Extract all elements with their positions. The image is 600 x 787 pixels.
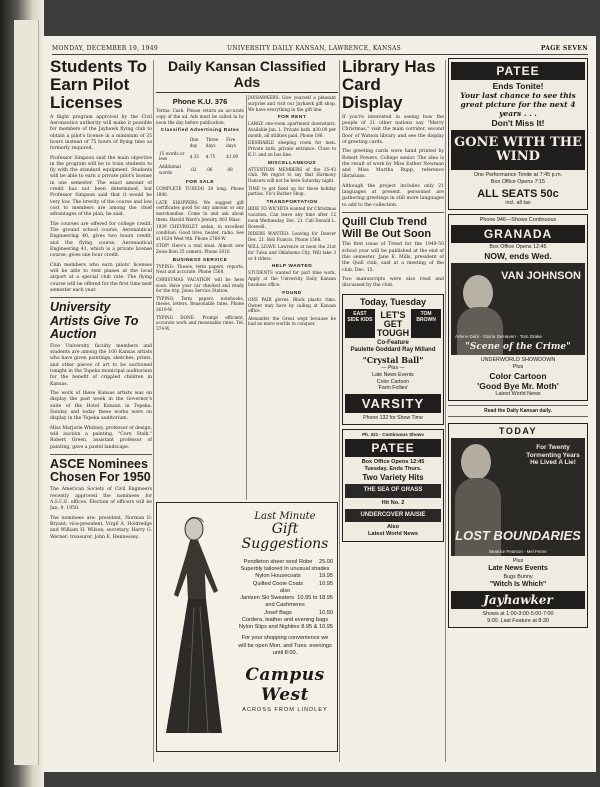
- classified-ad: ATTENTION MEMBERS of the 35-43 club. We regret to say that Harmony Dancers will not be here Saturday night.: [248, 166, 336, 184]
- column-rule: [445, 60, 446, 762]
- table-cell: $.75: [205, 153, 216, 159]
- gift-item: [237, 610, 333, 617]
- classified-terms: Terms: Cash. Please return an accurate copy of the ad. Ads must be called in by noon the day before publication.: [156, 108, 244, 125]
- story-paragraph: The American Society of Civil Engineers recently approved the nominees for A.S.C.E. offices. Election of officers will be Jan. 9, 1950.: [50, 487, 152, 512]
- classified-ad: ONE PAIR gloves. Black plastic rims. Owner may have by calling at Kansan office.: [248, 296, 336, 314]
- granada-plus: Plus: [512, 363, 524, 370]
- column-classifieds: [156, 58, 338, 764]
- jayhawker-movie-still: [451, 438, 585, 556]
- gift-item-price: 10.95: [319, 580, 333, 587]
- classified-ad: Alexander the Great wept because he had no more worlds to conquer.: [248, 315, 336, 327]
- headline-quill-club: Quill Club Trend Will Be Out Soon: [342, 216, 432, 241]
- jayhawker-news: Late News Events: [488, 565, 548, 573]
- gift-item-name: Jantzen Ski Sweaters and Cashmeres: [240, 595, 305, 609]
- headline-artists-auction: University Artists Give To Auction: [50, 300, 139, 341]
- classified-subcolumn-b: [248, 95, 336, 329]
- column-theater-ads: [448, 58, 588, 764]
- patee-hit-2: Hit No. 2: [381, 499, 405, 506]
- table-cell: .02: [189, 166, 197, 172]
- patee-also: Also: [386, 524, 400, 531]
- classified-section-heading: FOR RENT: [277, 115, 307, 121]
- table-cell: Five days: [226, 137, 236, 149]
- varsity-cofeature: Co-Feature: [377, 339, 409, 346]
- table-cell: Three days: [205, 137, 219, 149]
- table-cell: 15 words or less: [159, 150, 185, 162]
- running-head-paper: UNIVERSITY DAILY KANSAN, LAWRENCE, KANSAS: [227, 45, 402, 52]
- granada-logo: GRANADA: [451, 225, 585, 243]
- granada-movie-still: [451, 263, 585, 355]
- gift-item: [237, 595, 333, 610]
- classified-ad: LARGE one-room apartment downstairs. Available Jan. 1. Private bath. $30.00 per month, all utilities paid. Phone 186.: [248, 121, 336, 138]
- gift-item: [237, 588, 333, 595]
- rates-title: Classified Advertising Rates: [160, 128, 240, 134]
- classified-phone: Phone K.U. 376: [172, 97, 228, 106]
- gift-item-price: 19.95: [319, 573, 333, 580]
- gift-item: [237, 559, 333, 574]
- gift-item: [237, 581, 333, 588]
- classified-ad: WILL LEAVE Lawrence at noon the 21st for Tulsa and Oklahoma City. Will take 3 or 4 riders.: [248, 243, 336, 261]
- classified-ad: LATE SHOPPERS: We suggest gift certificates good for any amount or any merchandise. Come in and ask about them. Harold Ward's Jewelry, 803 Mass.: [156, 199, 244, 222]
- granada-now: NOW, ends Wed.: [484, 250, 552, 261]
- gift-item-price: 10.50: [319, 609, 333, 616]
- classified-ad: STUDENTS wanted for part time work. Apply at the University Daily Kansan business office.: [248, 270, 336, 287]
- gift-item: [237, 624, 333, 631]
- story-paragraph: Although the project includes only 21 languages at present, personnel are gathering greetings in still more languages to add to the collection.: [342, 183, 444, 208]
- jayhawker-cartoon: Bugs Bunny: [503, 573, 533, 580]
- previous-page-edge: [14, 20, 39, 765]
- story-paragraph: The greeting cards were hand printed by Robert Powers, College senior. The idea is the result of work by Miss Esther Newman and Miss Martha Rupp, reference librarians.: [342, 149, 444, 180]
- table-cell: One day: [189, 137, 199, 149]
- table-row: [158, 137, 242, 148]
- classified-ad: JAYHAWKERS: Give yourself a pleasant surprise and visit our Jayhawk gift shop. We have everything in the gift line.: [248, 95, 336, 112]
- varsity-logo: VARSITY: [345, 394, 441, 413]
- granada-cartoon: Color Cartoon: [489, 370, 547, 381]
- classified-ad: TYPING DONE: Prompt efficient, accurate work and reasonable rates. Tel. 374-W.: [156, 314, 244, 332]
- granada-cast: Arlene Dahl · Gloria DeHaven · Tom Drake: [455, 333, 542, 339]
- granada-box-office: Box Office Opens 12:45: [489, 243, 547, 250]
- classified-ad: RIDERS WANTED: Leaving for Denver Dec. 21. Bob Francis. Phone 1568.: [248, 230, 336, 242]
- store-location: ACROSS FROM LINDLEY: [242, 707, 328, 714]
- jayhawker-showtimes: Shows at 1:00-3:00-5:00-7:00: [482, 611, 554, 618]
- jayhawker-plus: Plus: [512, 558, 524, 565]
- running-head: [52, 44, 588, 55]
- seat-price: ALL SEATS 50c: [477, 187, 559, 200]
- actor-portrait: [463, 275, 493, 311]
- running-head-page: PAGE SEVEN: [540, 45, 588, 52]
- book-binding: [0, 0, 44, 787]
- campus-west-gift-ad: [156, 502, 338, 752]
- gift-item-name: Quilted Cooie Coats: [252, 580, 304, 587]
- jayhawker-tagline: For Twenty Tormenting Years He Lived A Lie!: [526, 444, 580, 466]
- newspaper-page: [44, 36, 596, 772]
- actor-portrait: [461, 444, 491, 480]
- jayhawker-logo: Jayhawker: [451, 591, 585, 609]
- table-cell: .06: [205, 166, 213, 172]
- column-news-right: [342, 58, 444, 764]
- table-cell: $.35: [189, 153, 200, 159]
- patee-days: Tuesday, Ends Thurs.: [364, 466, 422, 473]
- varsity-stars: Paulette Goddard Ray Milland: [350, 347, 436, 354]
- story-paragraph: Club members who earn pilots' licenses will be able to rent planes at the local airport at a special club rate. The flying course will be offered for the first time next semester each year.: [50, 262, 152, 294]
- story-paragraph: A flight program approved by the Civil Aeronautics authority will make it possible for members of the Jayhawk flying club to obtain a pilot's license in a minimum of 35 hours instead of 75 hours of flying time as formerly required.: [50, 114, 152, 152]
- gift-item-name: Pendleton sheer wool Robe Superbly tailored In unusual shades: [240, 558, 330, 573]
- classified-section-heading: HELP WANTED: [271, 264, 313, 270]
- varsity-extra: Color Cartoon: [376, 378, 410, 385]
- headline-library-cards: Library Has Card Display: [342, 58, 436, 112]
- store-logo: Campus West: [245, 665, 325, 706]
- table-cell: [158, 137, 187, 148]
- jayhawker-cartoon-title: "Witch Is Which": [489, 580, 547, 588]
- divider: [50, 454, 152, 455]
- patee-box-office: Box Office Opens 12:45: [361, 458, 425, 465]
- varsity-extra: Late News Events: [372, 371, 414, 378]
- gift-item-name: also: [279, 587, 291, 594]
- table-cell: Additional words: [159, 164, 181, 175]
- gift-hours: For your shopping convenience we will be open Mon. and Tues. evenings until 8:00.: [238, 635, 332, 656]
- headline-asce-nominees: ASCE Nominees Chosen For 1950: [50, 457, 151, 485]
- varsity-feature-title: LET'S GET TOUGH: [376, 309, 410, 338]
- granada-star: VAN JOHNSON: [501, 269, 581, 282]
- classified-ad: TYPING: Theses, term papers, reports. Neat and accurate. Phone 1568.: [156, 263, 244, 275]
- ends-tonite: Ends Tonite!: [492, 81, 544, 91]
- divider: [50, 297, 152, 298]
- granada-film-title: "Scene of the Crime": [465, 341, 571, 352]
- classified-ad: 1939 CHEVROLET sedan, in excellent condition. Good tires, heater, radio. See at 1624 West 9th. Phone 2766-W.: [156, 224, 244, 241]
- gift-item-name: Cordera, leather and evening bags: [241, 616, 329, 623]
- gift-copy: [237, 511, 333, 713]
- gift-item-list: [237, 559, 333, 632]
- classified-grid: [156, 95, 338, 500]
- patee-news: Latest World News: [368, 531, 418, 538]
- classified-ad: TIME to get fixed up for those holiday parties. Vic's Barber Shop.: [248, 185, 336, 197]
- patee-logo: PATEE: [345, 439, 441, 457]
- classified-section-heading: BUSINESS SERVICE: [172, 257, 228, 263]
- box-office-time: Box Office Opens 7:15: [490, 178, 546, 185]
- varsity-extra: 'Farm Follies': [377, 385, 409, 392]
- jayhawker-film-title: LOST BOUNDARIES: [455, 528, 581, 544]
- jayhawker-cast: Beatrice Pearson · Mel Ferrer: [489, 549, 547, 555]
- classified-section-heading: TRANSPORTATION: [266, 200, 318, 206]
- performance-time: One Performance Tonite at 7:45 p.m.: [473, 171, 563, 178]
- classified-ad: COMPLETE TUXEDO 38 long. Phone 1880.: [156, 186, 244, 198]
- last-chance-pitch: Your last chance to see this great picture for the next 4 years . . .: [460, 91, 576, 119]
- patee-film-1: THE SEA OF GRASS: [345, 484, 441, 497]
- table-row: [158, 151, 242, 162]
- gift-item: [237, 573, 333, 580]
- gift-item-price: 10.95 to 18.95: [297, 595, 333, 602]
- dont-miss: Don't Miss It!: [491, 118, 545, 129]
- table-cell: .08: [226, 166, 233, 172]
- classified-ad: CHRISTMAS VACATION will be here soon. Have your car checked and ready for the trip. Jones Service Station.: [156, 276, 244, 294]
- patee-gwtw-ad: [448, 58, 588, 210]
- varsity-box-left: EAST SIDE KIDS: [345, 309, 375, 338]
- story-paragraph: The courses are offered for college credit. The ground school course, Aeronautical Engineering 40, gives two hours credit, and the flying course, Aeronautical Engineering 41, which is a private license course, gives one hour credit.: [50, 221, 152, 259]
- gwtw-title: GONE WITH THE WIND: [451, 130, 585, 169]
- running-head-date: MONDAY, DECEMBER 19, 1949: [52, 45, 158, 52]
- gift-item-name: Josef Bags: [264, 609, 292, 616]
- varsity-feature-row: [345, 309, 441, 338]
- varsity-plus: — Plus —: [381, 365, 405, 372]
- granada-ad: [448, 214, 588, 402]
- patee-theater-ad: [342, 429, 444, 542]
- granada-news: Latest World News: [495, 391, 541, 398]
- granada-shows: Phone 946—Shows Continuous: [479, 216, 557, 223]
- gift-headline: Gift Suggestions: [241, 521, 329, 553]
- classified-section-heading: FOUND: [282, 290, 302, 296]
- classified-subcolumn-a: [156, 95, 244, 333]
- table-cell: $1.00: [226, 153, 239, 159]
- classified-title: Daily Kansan Classified Ads: [156, 58, 338, 93]
- gift-item-name: Nylon Housecoats: [255, 573, 301, 580]
- rates-table: [156, 135, 244, 177]
- classified-ad: TYPING: Term papers, notebooks, theses, letters. Reasonable rates. Phone 2619-W.: [156, 295, 244, 313]
- classified-ad: RIDE TO WICHITA wanted for Christmas vacation. Can leave any time after 12 noon Wednesday, Dec. 21. Call Donald L. Boswell.: [248, 206, 336, 229]
- table-row: [158, 164, 242, 175]
- gift-item-price: 25.00: [319, 558, 333, 565]
- classified-section-heading: FOR SALE: [185, 180, 215, 186]
- gift-headline-top: Last Minute: [254, 511, 316, 522]
- column-rule: [339, 60, 340, 762]
- granada-tag: UNDERWORLD SHOWDOWN: [480, 356, 556, 363]
- story-paragraph: Two manuscripts were also read and discussed by the club.: [342, 276, 444, 289]
- column-news-left: [50, 58, 152, 764]
- column-rule: [153, 60, 154, 762]
- jayhawker-today: TODAY: [498, 426, 537, 437]
- fashion-illustration: [160, 507, 234, 745]
- patee-film-2: UNDERCOVER MAISIE: [345, 509, 441, 522]
- patee-hits: Two Variety Hits: [362, 473, 424, 483]
- classified-ad: STOP! Here's a real steal. Almost new Zeiss-Ikon 35 camera. Phone 3016.: [156, 243, 244, 254]
- varsity-film-title: "Crystal Ball": [362, 355, 424, 366]
- varsity-theater-ad: [342, 294, 444, 425]
- story-paragraph: The nominees are: president, Norman D. Bryant; vice-president, Virgil A. Holdredge and William H. Wilson; secretary, Harry G. Werner; treasurer, John E. Hennessey.: [50, 515, 152, 540]
- gift-item: [237, 617, 333, 624]
- varsity-box-right: TOM BROWN: [411, 309, 441, 338]
- gift-item-name: Nylon Slips and Nighties: [238, 624, 300, 631]
- patee-shows: Ph. 321 - Continuous Shows: [362, 431, 424, 437]
- tax-note: incl. all tax: [505, 199, 531, 206]
- jayhawker-last-feature: 9:00. Last Feature at 8:30: [487, 618, 549, 625]
- varsity-phone: Phone 132 for Show Time: [363, 415, 423, 422]
- gift-item-price: 8.95 & 10.95: [301, 624, 333, 631]
- varsity-date: Today, Tuesday: [359, 296, 426, 307]
- granada-cartoon-title: 'Good Bye Mr. Moth': [477, 381, 559, 392]
- story-paragraph: The first issue of Trend for the 1949-50 school year will be published at the end of this semester, Jane E. Mills, president of the Quill club, said at a meeting of the club, Dec. 15.: [342, 242, 444, 273]
- story-paragraph: If you're interested in seeing how the people of 21 other nations say "Merry Christmas," visit the main corridor, second floor of Watson library and see the display of greeting cards.: [342, 114, 444, 145]
- story-paragraph: The work of these Kansas artists was on display the past week in the Governor's suite of the Hotel Kansan in Topeka. Sunday and today these works were on display in the Topeka auditorium.: [50, 391, 152, 422]
- story-paragraph: Miss Marjorie Whitney, professor of design, will auction a painting, "Corn Stalk." Robert Green, assistant professor of painting, gave a pastel landscape.: [50, 425, 152, 450]
- story-paragraph: Five University faculty members and students are among the 100 Kansas artists who have given paintings, sketches, prints, and other pieces of art to be auctioned tonight in the Topeka municipal auditorium for the benefit of crippled children in Kansas.: [50, 343, 152, 387]
- patee-logo: PATEE: [451, 62, 585, 80]
- jayhawker-ad: [448, 423, 588, 628]
- classified-section-heading: MISCELLANEOUS: [267, 160, 317, 166]
- column-rule: [246, 95, 247, 500]
- headline-pilot-licenses: Students To Earn Pilot Licenses: [50, 58, 147, 112]
- divider: [342, 212, 444, 213]
- read-kansan-note: Read the Daily Kansan daily.: [448, 405, 588, 417]
- story-paragraph: Professor Simpson said the main objective in the program will be to train students to fly with the standard equipment. Students will be able to earn a private pilot's license in one semester. The exact amount of credit has not been determined, but Professor Simpson said that it would be very low. The brevity of the course and low cost to members are among the chief advantages of the plan, he said.: [50, 155, 152, 218]
- classified-ad: DESIRABLE sleeping room for men. Private bath, private entrance. Close to K.U. and on bus line.: [248, 140, 336, 157]
